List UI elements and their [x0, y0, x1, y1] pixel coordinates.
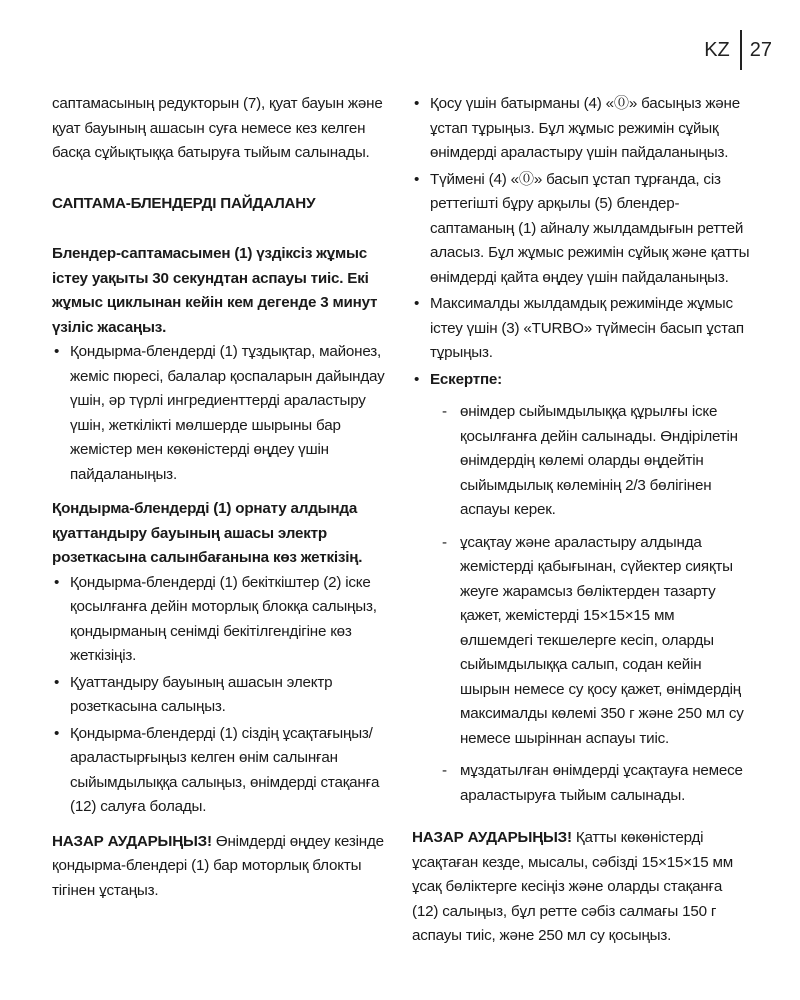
- attention-label: НАЗАР АУДАРЫҢЫЗ!: [52, 832, 212, 850]
- list-item: • Қуаттандыру бауының ашасын электр розеткасына салыңыз.: [52, 671, 388, 720]
- section-title: САПТАМА-БЛЕНДЕРДІ ПАЙДАЛАНУ: [52, 194, 316, 212]
- note-item: [412, 368, 750, 809]
- list-item: - ұсақтау және араластыру алдында жемістерді қабығынан, сүйектер сияқты жеуге жарамсыз бөліктерден тазарту қажет, жемістерді 15×15×15 мм өлшемдегі текшелерге кесіп, оларды сыйымдылыққа салып, содан кейін шырын немесе су қосу қажет, өнімдердің максималды көлемі 350 г және 250 мл су немесе шыріннан аспауы тиіс.: [430, 531, 750, 752]
- list-item: - мұздатылған өнімдерді ұсақтауға немесе араластыруға тыйым салынады.: [430, 759, 750, 808]
- list-item: • Қондырма-блендерді (1) тұздықтар, майонез, жеміс пюресі, балалар қоспаларын дайындау үшін, әр түрлі ингредиенттерді араластыру үшін, жеткілікті мөлшерде шырыны бар жемістер мен көкөністерді өңдеу үшін пайдаланыңыз.: [52, 340, 388, 487]
- header-divider: [740, 30, 742, 70]
- list-item: • Қондырма-блендерді (1) сіздің ұсақтағыңыз/араластырғыңыз келген өнім салынған сыйымдылыққа салыңыз, өнімдерді стақанға (12) салуға болады.: [52, 722, 388, 820]
- right-column: [412, 92, 750, 949]
- attention-label: НАЗАР АУДАРЫҢЫЗ!: [412, 829, 572, 846]
- operation-list: [412, 92, 750, 808]
- attention-text: Өнімдерді өңдеу кезінде қондырма-блендері (1) бар моторлық блокты тігінен ұстаңыз.: [52, 832, 384, 899]
- plug-warning: Қондырма-блендерді (1) орнату алдында қуаттандыру бауының ашасы электр розеткасына салынбағанына көз жеткізің.: [52, 500, 363, 566]
- left-column: [52, 92, 388, 903]
- intro-paragraph: саптамасының редукторын (7), қуат бауын және қуат бауының ашасын суға немесе кез келген басқа сұйықтыққа батыруға тыйым салынады.: [52, 95, 383, 161]
- language-code: KZ: [704, 38, 730, 61]
- list-item: • Қондырма-блендерді (1) бекіткіштер (2) іске қосылғанға дейін моторлық блокқа салыңыз, қондырманың сенімді бекітілгендігіне көз жеткізіңіз.: [52, 571, 388, 669]
- page-header: [704, 30, 772, 70]
- attention-paragraph: [52, 830, 388, 904]
- list-item: • Түймені (4) «⓪» басып ұстап тұрғанда, сіз реттегішті бұру арқылы (5) блендер-саптаманың (1) айналу жылдамдығын реттей аласыз. Бұл жұмыс режимін сұйық және қатты өнімдерді қайта өңдеу үшін пайдаланыңыз.: [412, 168, 750, 291]
- list-item: • Қосу үшін батырманы (4) «⓪» басыңыз және ұстап тұрыңыз. Бұл жұмыс режимін сұйық өнімдерді араластыру үшін пайдаланыңыз.: [412, 92, 750, 166]
- list-item: - өнімдер сыйымдылыққа құрылғы іске қосылғанға дейін салынады. Өндірілетін өнімдердің көлемі оларды өңдейтін сыйымдылық көлемінің 2/3 бөлігінен аспауы керек.: [430, 400, 750, 523]
- list-item: • Максималды жылдамдық режимінде жұмыс істеу үшін (3) «TURBO» түймесін басып ұстап тұрыңыз.: [412, 292, 750, 366]
- assembly-list: [52, 571, 388, 820]
- operating-time-warning: Блендер-саптамасымен (1) үздіксіз жұмыс істеу уақыты 30 секундтан аспауы тиіс. Екі жұмыс циклынан кейін кем дегенде 3 минут үзіліс жасаңыз.: [52, 245, 378, 336]
- attention-paragraph: [412, 826, 750, 949]
- page-number: 27: [749, 38, 772, 61]
- note-label: Ескертпе:: [430, 370, 503, 388]
- attention-text: Қатты көкөністерді ұсақтаған кезде, мысалы, сәбізді 15×15×15 мм ұсақ бөліктерге кесіңіз және оларды стақанға (12) салыңыз, бұл ретте сәбіз салмағы 150 г аспауы тиіс, және 250 мл су қосыңыз.: [412, 829, 733, 944]
- usage-list: [52, 340, 388, 487]
- note-list: [430, 400, 750, 808]
